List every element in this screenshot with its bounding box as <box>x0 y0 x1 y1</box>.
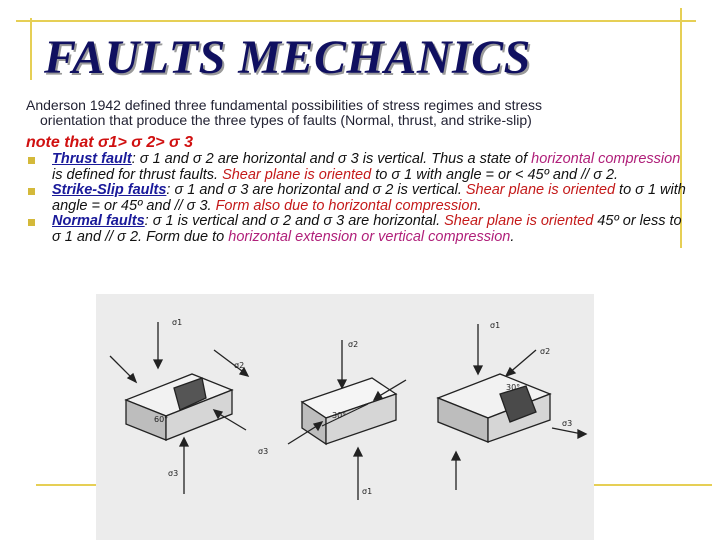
fault-bullet-item <box>26 152 686 183</box>
bullet-text-segment: Form also due to horizontal compression <box>215 197 478 214</box>
c-sigma3-label: σ3 <box>562 419 573 428</box>
decorative-top-line <box>16 20 696 22</box>
bullet-text-segment: is defined for thrust faults. <box>52 166 223 183</box>
slide-title: FAULTS MECHANICS <box>44 31 531 84</box>
b-sigma2-label: σ2 <box>348 340 359 349</box>
bullet-square-icon <box>28 157 35 164</box>
bullet-text-segment: . <box>510 228 515 245</box>
fault-term: Normal faults <box>52 213 145 229</box>
bullet-text-segment: to σ 1 with angle = or 45º and // σ 3. <box>52 182 686 214</box>
a-angle-label: 60° <box>154 415 169 424</box>
fault-diagram-figure <box>96 294 594 540</box>
stress-order-note: note that σ1> σ 2> σ 3 <box>26 134 194 151</box>
fault-bullet-item <box>26 214 686 245</box>
c-sigma1-label: σ1 <box>490 321 501 330</box>
strike-slip-diagram <box>258 340 406 500</box>
bullet-text-segment: : σ 1 and σ 2 are horizontal and σ 3 is vertical. Thus a state of <box>131 151 532 167</box>
thrust-fault-diagram <box>110 318 248 494</box>
normal-fault-diagram <box>438 321 586 490</box>
c-sigma2-label: σ2 <box>540 347 551 356</box>
b-sigma3-label: σ3 <box>258 447 269 456</box>
bullet-text-segment: to σ 1 with angle = or < 45º and // σ 2. <box>371 166 619 183</box>
decorative-vertical-line <box>30 18 32 80</box>
b-sigma1-label: σ1 <box>362 487 373 496</box>
a-sigma1-label: σ1 <box>172 318 183 327</box>
bullet-text-segment: : σ 1 is vertical and σ 2 and σ 3 are horizontal. <box>144 213 445 229</box>
bullet-text-segment: horizontal extension or vertical compression <box>228 228 511 245</box>
fault-block-diagrams <box>96 294 594 540</box>
fault-term: Thrust fault <box>52 151 132 167</box>
intro-line-1: Anderson 1942 defined three fundamental possibilities of stress regimes and stress <box>26 97 542 113</box>
a-sigma3-label: σ3 <box>168 469 179 478</box>
bullet-square-icon <box>28 188 35 195</box>
b-angle-label: 30° <box>332 411 347 420</box>
bullet-text-segment: : σ 1 and σ 3 are horizontal and σ 2 is vertical. <box>166 182 466 198</box>
bullet-text-segment: 45º or less to σ 1 and // σ 2. Form due to <box>52 213 682 245</box>
bullet-text-segment: Shear plane is oriented <box>444 213 594 229</box>
fault-term: Strike-Slip faults <box>52 182 167 198</box>
a-arrow-head-1 <box>154 360 162 368</box>
bullet-text-segment: Shear plane is oriented <box>222 166 372 183</box>
fault-bullet-item <box>26 183 686 214</box>
bullet-text-segment: . <box>477 197 482 214</box>
intro-line-2: orientation that produce the three types of faults (Normal, thrust, and strike-slip) <box>40 112 532 128</box>
intro-paragraph <box>26 98 686 128</box>
fault-type-list <box>26 152 686 245</box>
a-sigma2-label: σ2 <box>234 361 245 370</box>
c-angle-label: 30° <box>506 383 521 392</box>
bullet-text-segment: horizontal compression <box>531 151 681 167</box>
bullet-square-icon <box>28 219 35 226</box>
bullet-text-segment: Shear plane is oriented <box>465 182 616 198</box>
